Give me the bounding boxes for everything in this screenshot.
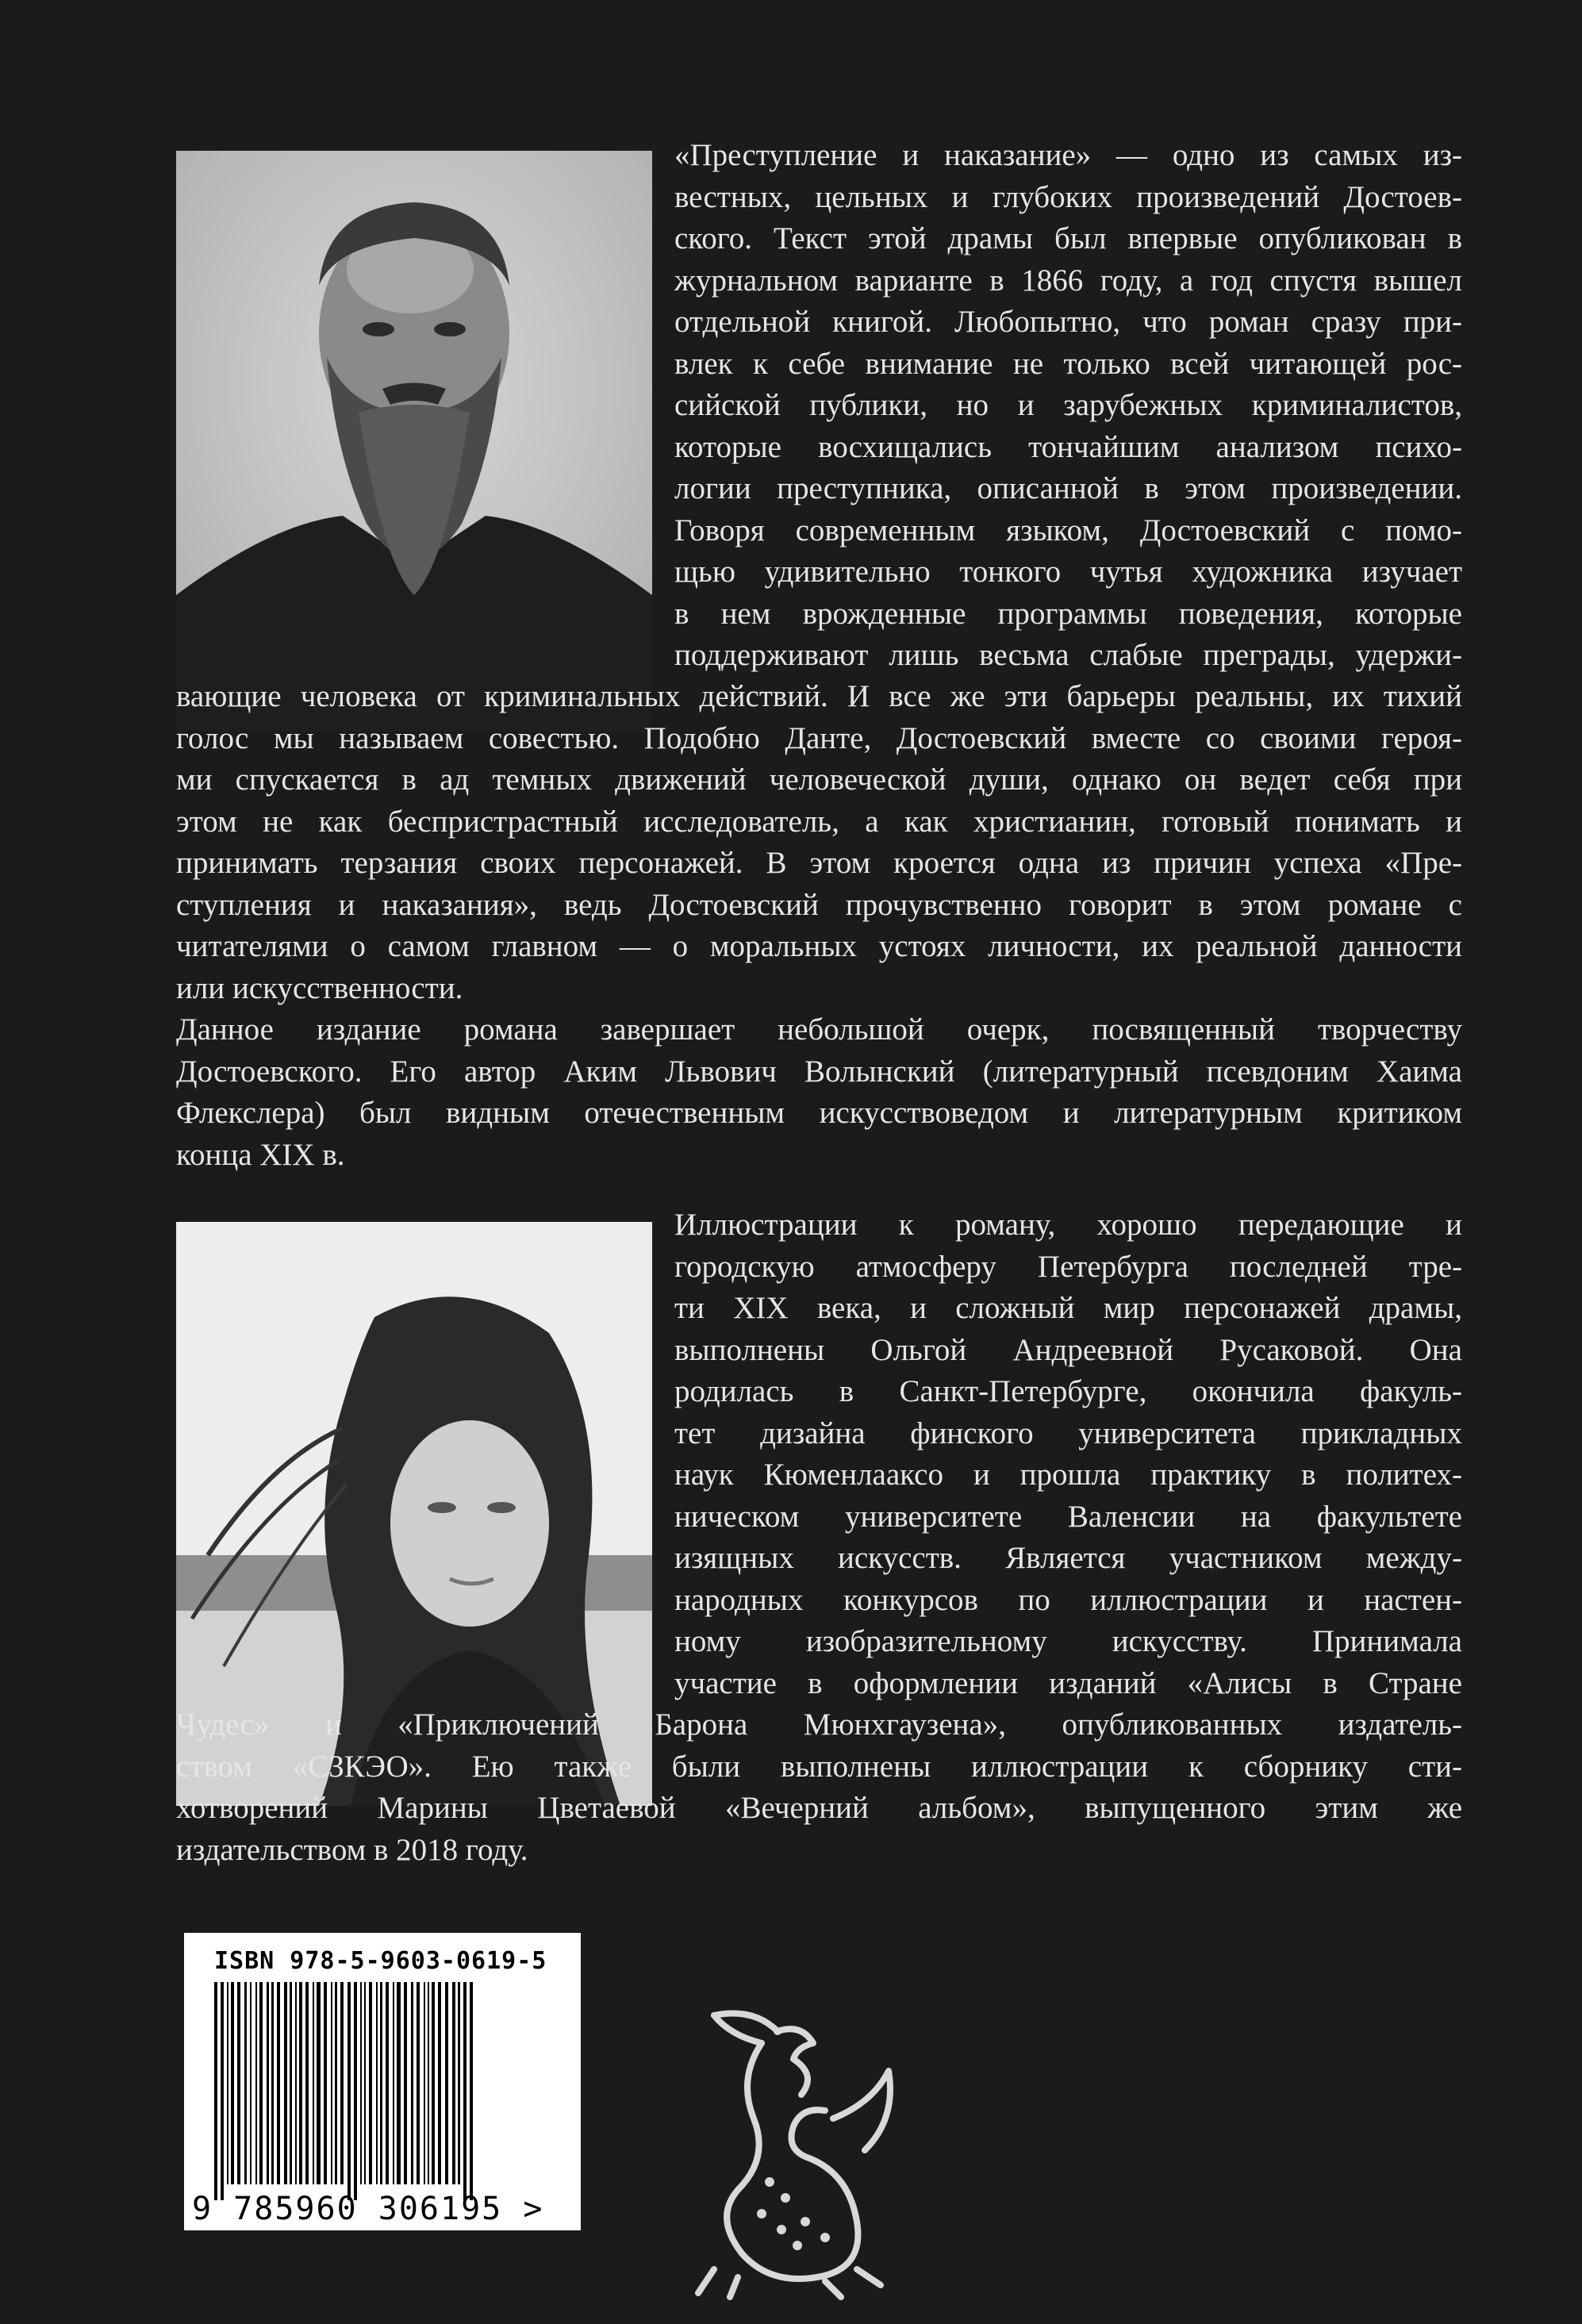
barcode-bar xyxy=(237,1982,240,2184)
barcode-bar xyxy=(458,1982,460,2184)
text-line: Достоевского. Его автор Аким Львович Волынский (литературный псевдоним Хаима xyxy=(176,1054,1462,1089)
barcode-bar xyxy=(290,1982,292,2184)
barcode-bar xyxy=(244,1982,247,2184)
barcode-bar xyxy=(250,1982,252,2184)
text-line: ти XIX века, и сложный мир персонажей драмы, xyxy=(674,1291,1462,1325)
text-line: ническом университете Валенсии на факультете xyxy=(674,1499,1462,1534)
text-line: Данное издание романа завершает небольшой очерк, посвященный творчеству xyxy=(176,1012,1462,1047)
barcode-bar xyxy=(295,1982,297,2184)
barcode-bar xyxy=(271,1982,274,2184)
barcode-bar xyxy=(397,1982,401,2184)
barcode-bar xyxy=(369,1982,372,2184)
isbn-barcode xyxy=(184,1933,581,2230)
author-portrait-photo xyxy=(176,151,652,732)
barcode-bar xyxy=(432,1982,435,2184)
barcode-bar xyxy=(284,1982,287,2184)
author-description xyxy=(674,135,1462,677)
text-line: наук Кюменлааксо и прошла практику в политех- xyxy=(674,1458,1462,1492)
barcode-bar xyxy=(331,1982,332,2184)
barcode-bar xyxy=(221,1982,224,2200)
text-line: изящных искусств. Является участником между- xyxy=(674,1541,1462,1575)
barcode-bar xyxy=(324,1982,327,2184)
barcode-bar xyxy=(227,1982,228,2184)
barcode-bar xyxy=(317,1982,321,2184)
text-line: которые восхищались тончайшим анализом психо- xyxy=(674,429,1462,464)
text-line: журнальном варианте в 1866 году, а год спустя вышел xyxy=(674,263,1462,298)
text-line: отдельной книгой. Любопытно, что роман сразу при- xyxy=(674,305,1462,339)
barcode-bar xyxy=(335,1982,337,2184)
text-line: этом не как беспристрастный исследователь, а как христианин, готовый понимать и xyxy=(176,804,1462,839)
barcode-bar xyxy=(214,1982,217,2200)
text-line: Иллюстрации к роману, хорошо передающие и xyxy=(674,1208,1462,1242)
text-line: Флекслера) был видным отечественным искусствоведом и литературным критиком xyxy=(176,1096,1462,1130)
text-line: поддерживают лишь весьма слабые преграды, удержи- xyxy=(674,638,1462,672)
text-line: выполнены Ольгой Андреевной Русаковой. Она xyxy=(674,1332,1462,1367)
barcode-bar xyxy=(354,1982,357,2200)
text-line: голос мы называем совестью. Подобно Данте, Достоевский вместе со своими героя- xyxy=(176,720,1462,755)
text-line: вестных, цельных и глубоких произведений Достоев- xyxy=(674,179,1462,214)
barcode-bar xyxy=(445,1982,448,2184)
barcode-bar xyxy=(313,1982,314,2184)
author-description-continued xyxy=(176,676,1462,1176)
text-line: или искусственности. xyxy=(176,970,463,1005)
text-line: сийской публики, но и зарубежных криминалистов, xyxy=(674,388,1462,422)
illustrator-description-continued xyxy=(176,1704,1462,1871)
illustrator-description xyxy=(674,1204,1462,1704)
text-line: читателями о самом главном — о моральных устоях личности, их реальной данности xyxy=(176,929,1462,963)
barcode-bar xyxy=(340,1982,344,2184)
text-line: ному изобразительному искусству. Принимала xyxy=(674,1624,1462,1658)
text-line: издательством в 2018 году. xyxy=(176,1832,528,1867)
text-line: щью удивительно тонкого чутья художника изучает xyxy=(674,555,1462,589)
barcode-bar xyxy=(348,1982,351,2200)
text-line: влек к себе внимание не только всей читающей рос- xyxy=(674,346,1462,381)
barcode-bar xyxy=(417,1982,420,2184)
text-line: ступления и наказания», ведь Достоевский прочувственно говорит в этом романе с xyxy=(176,887,1462,922)
barcode-bar xyxy=(364,1982,366,2184)
text-line: народных конкурсов по иллюстрации и настен- xyxy=(674,1582,1462,1617)
barcode-bar xyxy=(255,1982,257,2184)
author-portrait-illustration xyxy=(176,151,652,732)
text-line: вающие человека от криминальных действий. И все же эти барьеры реальны, их тихий xyxy=(176,679,1462,713)
text-line: логии преступника, описанной в этом произведении. xyxy=(674,471,1462,505)
text-line: ством «СЗКЭО». Ею также были выполнены иллюстрации к сборнику сти- xyxy=(176,1749,1462,1784)
text-line: конца XIX в. xyxy=(176,1137,345,1172)
text-line: ского. Текст этой драмы был впервые опубликован в xyxy=(674,221,1462,255)
barcode-bar xyxy=(305,1982,309,2184)
text-line: ми спускается в ад темных движений человеческой души, однако он ведет себя при xyxy=(176,763,1462,797)
text-line: Говоря современным языком, Достоевский с помо- xyxy=(674,513,1462,547)
barcode-bar xyxy=(277,1982,280,2184)
barcode-bar xyxy=(424,1982,425,2184)
barcode-bar xyxy=(231,1982,234,2184)
text-line: в нем врожденные программы поведения, которые xyxy=(674,596,1462,631)
barcode-bar xyxy=(438,1982,441,2184)
text-line: городскую атмосферу Петербурга последней тре- xyxy=(674,1249,1462,1284)
text-line: хотворений Марины Цветаевой «Вечерний альбом», выпущенного этим же xyxy=(176,1791,1462,1825)
isbn-label: ISBN 978-5-9603-0619-5 xyxy=(214,1947,547,1975)
barcode-bar xyxy=(386,1982,389,2184)
text-line: принимать терзания своих персонажей. В этом кроется одна из причин успеха «Пре- xyxy=(176,846,1462,880)
barcode-bars xyxy=(184,1933,581,2230)
publisher-logo xyxy=(666,1999,904,2301)
barcode-bar xyxy=(470,1982,473,2200)
barcode-bar xyxy=(299,1982,302,2184)
barcode-bar xyxy=(411,1982,413,2184)
barcode-bar xyxy=(452,1982,455,2184)
barcode-bar xyxy=(380,1982,382,2184)
ean-number: 9 785960 306195 > xyxy=(192,2191,544,2227)
text-line: «Преступление и наказание» — одно из самых из- xyxy=(674,138,1462,172)
barcode-bar xyxy=(360,1982,362,2184)
barcode-bar xyxy=(428,1982,429,2184)
text-line: родилась в Санкт-Петербурге, окончила факуль- xyxy=(674,1374,1462,1408)
barcode-bar xyxy=(376,1982,378,2184)
barcode-bar xyxy=(463,1982,467,2200)
barcode-bar xyxy=(404,1982,407,2184)
dragon-logo-icon xyxy=(666,1999,904,2301)
barcode-bar xyxy=(393,1982,394,2184)
barcode-bar xyxy=(259,1982,263,2184)
barcode-bar xyxy=(267,1982,269,2184)
text-line: Чудес» и «Приключений Барона Мюнхгаузена», опубликованных издатель- xyxy=(176,1707,1462,1742)
text-line: тет дизайна финского университета прикладных xyxy=(674,1416,1462,1450)
text-line: участие в оформлении изданий «Алисы в Стране xyxy=(674,1665,1462,1700)
